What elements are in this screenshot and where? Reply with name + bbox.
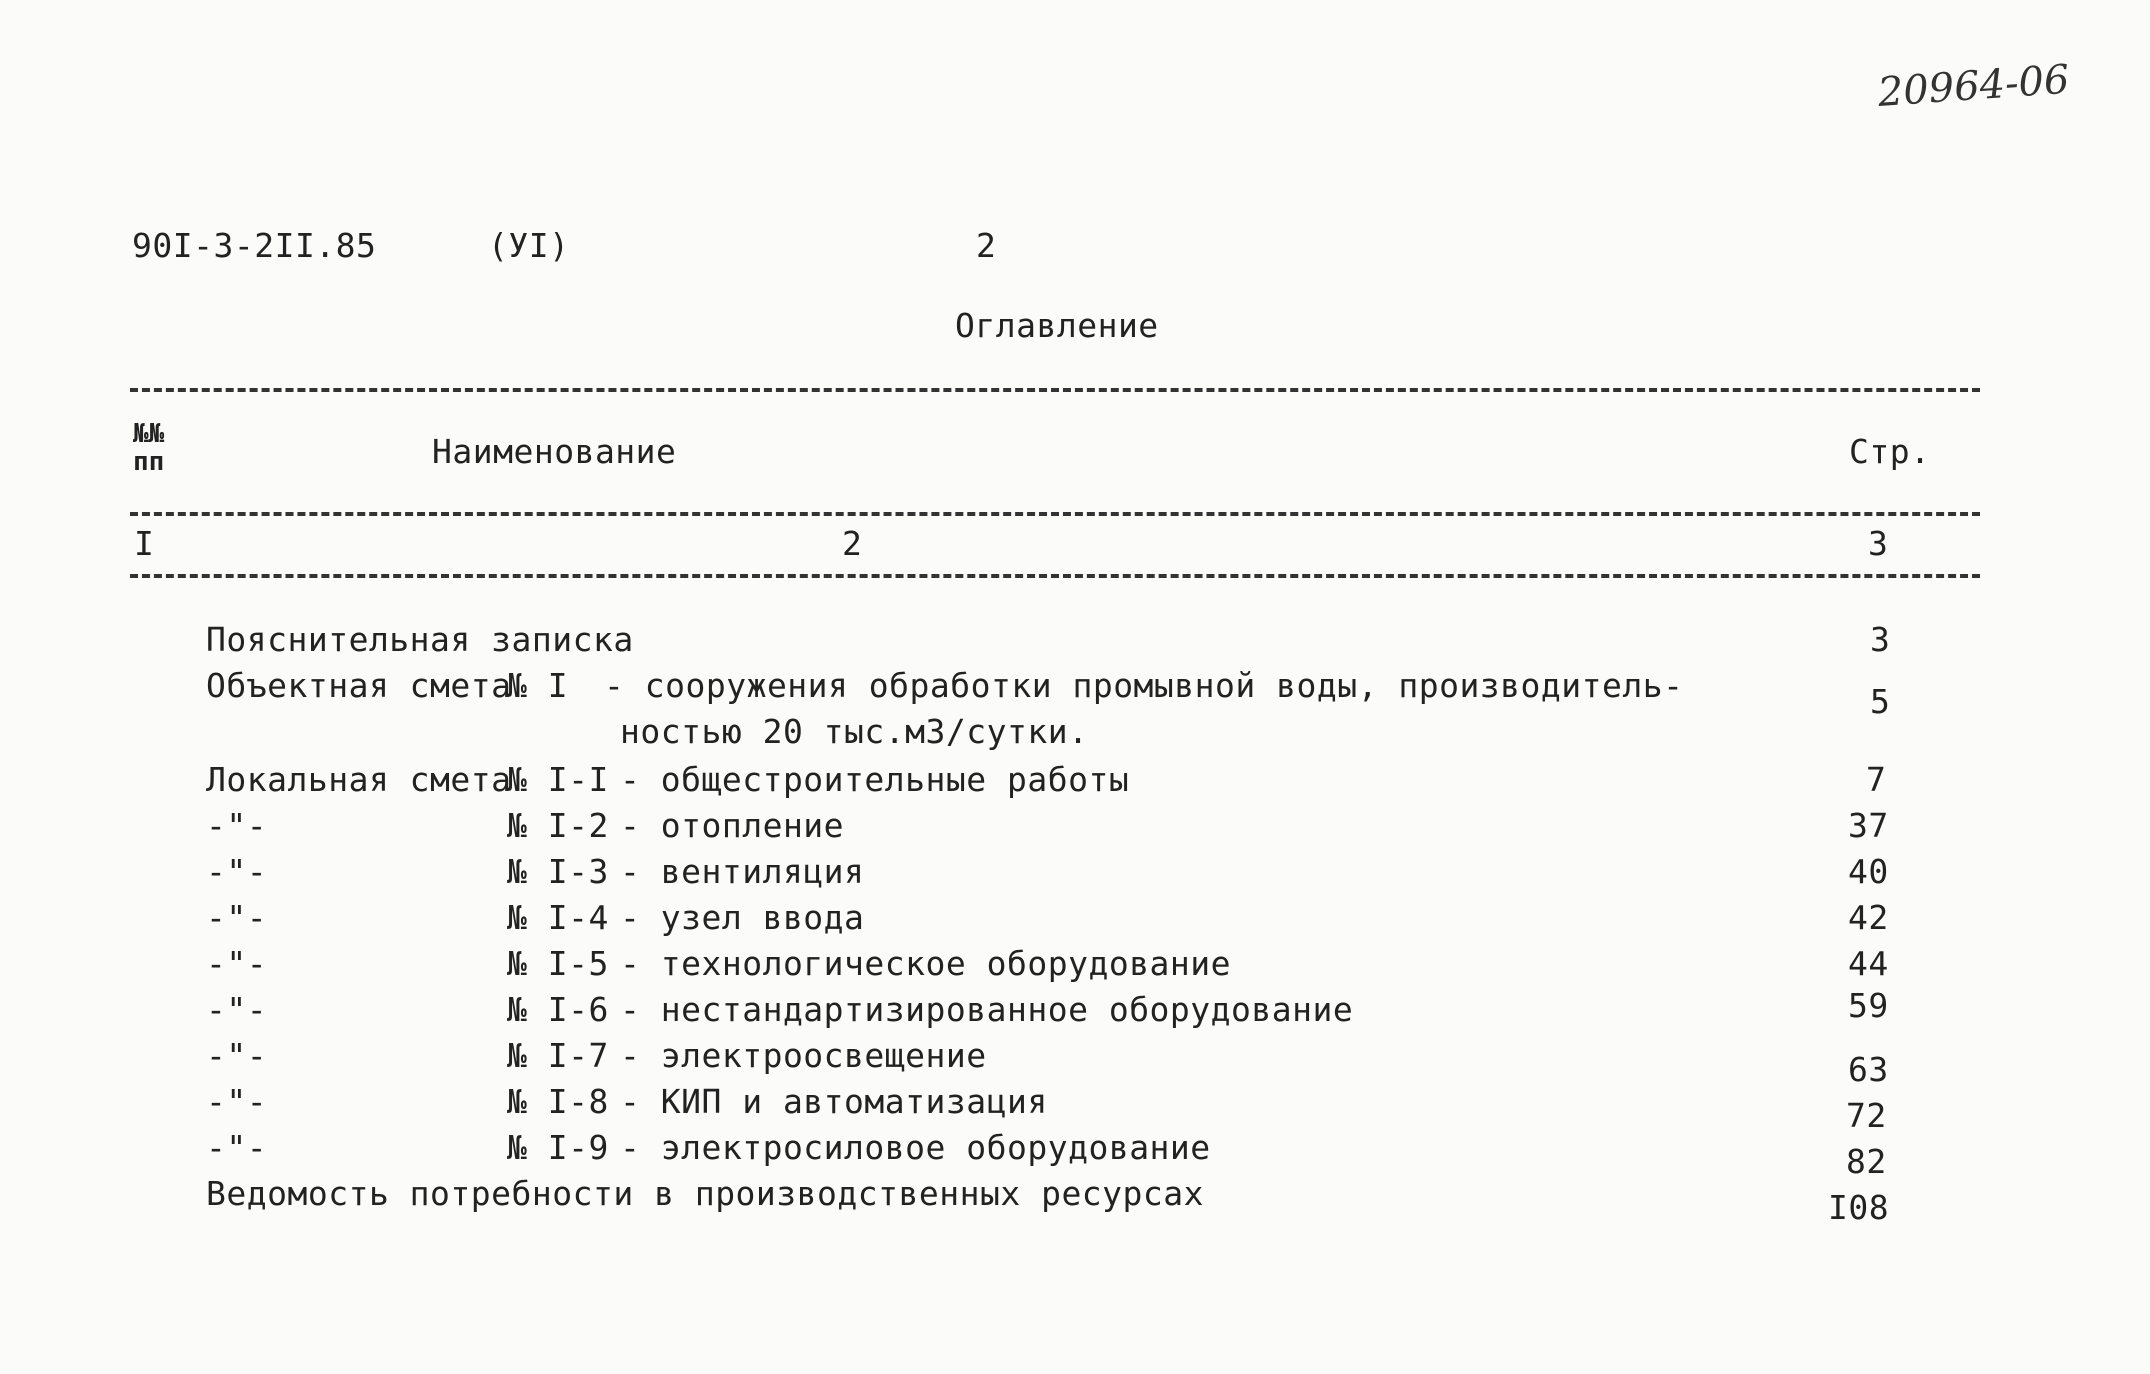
column-numbers-bottom-rule [130,574,1980,578]
toc-title: Оглавление [955,306,1159,345]
entry-description: - КИП и автоматизация [620,1082,1048,1121]
entry-number: № I-2 [507,806,609,845]
header-bottom-rule [130,512,1980,516]
entry-page: I08 [1828,1188,1890,1227]
page-number: 2 [976,226,997,265]
entry-number: № I-3 [507,852,609,891]
entry-description: - нестандартизированное оборудование [620,990,1354,1029]
entry-description: - технологическое оборудование [620,944,1232,983]
header-name-label: Наименование [432,432,677,471]
entry-page: 7 [1866,760,1887,799]
entry-page: 72 [1846,1096,1887,1135]
entry-number: № I-8 [507,1082,609,1121]
entry-description: - узел ввода [620,898,865,937]
entry-description: - вентиляция [620,852,865,891]
entry-page: 37 [1848,806,1889,845]
entry-type: Объектная смета [206,666,512,705]
entry-description: - отопление [620,806,845,845]
entry-description: - электроосвещение [620,1036,987,1075]
entry-description: - общестроительные работы [620,760,1130,799]
entry-type: -"- [206,944,268,983]
entry-type: -"- [206,990,268,1029]
entry-page: 42 [1848,898,1889,937]
entry-type: Пояснительная записка [206,620,634,659]
entry-page: 44 [1848,944,1889,983]
entry-page: 40 [1848,852,1889,891]
entry-page: 5 [1870,682,1891,721]
entry-description: - сооружения обработки промывной воды, производитель- [604,666,1684,705]
entry-page: 3 [1870,620,1891,659]
entry-type: -"- [206,1036,268,1075]
entry-number: № I-6 [507,990,609,1029]
entry-number: № I-9 [507,1128,609,1167]
handwritten-registration-number: 20964-06 [1876,56,2071,116]
entry-type: Локальная смета [206,760,512,799]
entry-number: № I-I [507,760,609,799]
entry-type: -"- [206,898,268,937]
entry-number: № I-5 [507,944,609,983]
table-top-rule [130,388,1980,392]
document-code: 90I-3-2II.85 [132,226,377,265]
entry-page: 82 [1846,1142,1887,1181]
volume-number: (УI) [488,226,570,265]
entry-type: -"- [206,852,268,891]
entry-number: № I-7 [507,1036,609,1075]
entry-number: № I-4 [507,898,609,937]
column-number-3: 3 [1868,524,1889,563]
entry-number: № I [507,666,569,705]
column-number-1: I [134,524,155,563]
entry-page: 63 [1848,1050,1889,1089]
header-number-line2: пп [133,447,165,477]
entry-description: - электросиловое оборудование [620,1128,1211,1167]
entry-type: Ведомость потребности в производственных ресурсах [206,1174,1205,1213]
column-number-2: 2 [842,524,863,563]
entry-description: ностью 20 тыс.м3/сутки. [620,712,1089,751]
entry-type: -"- [206,1128,268,1167]
entry-page: 59 [1848,986,1889,1025]
entry-type: -"- [206,1082,268,1121]
header-number-line1: №№ [133,419,165,449]
entry-type: -"- [206,806,268,845]
header-number-label [133,420,164,476]
header-page-label: Стр. [1849,432,1931,471]
